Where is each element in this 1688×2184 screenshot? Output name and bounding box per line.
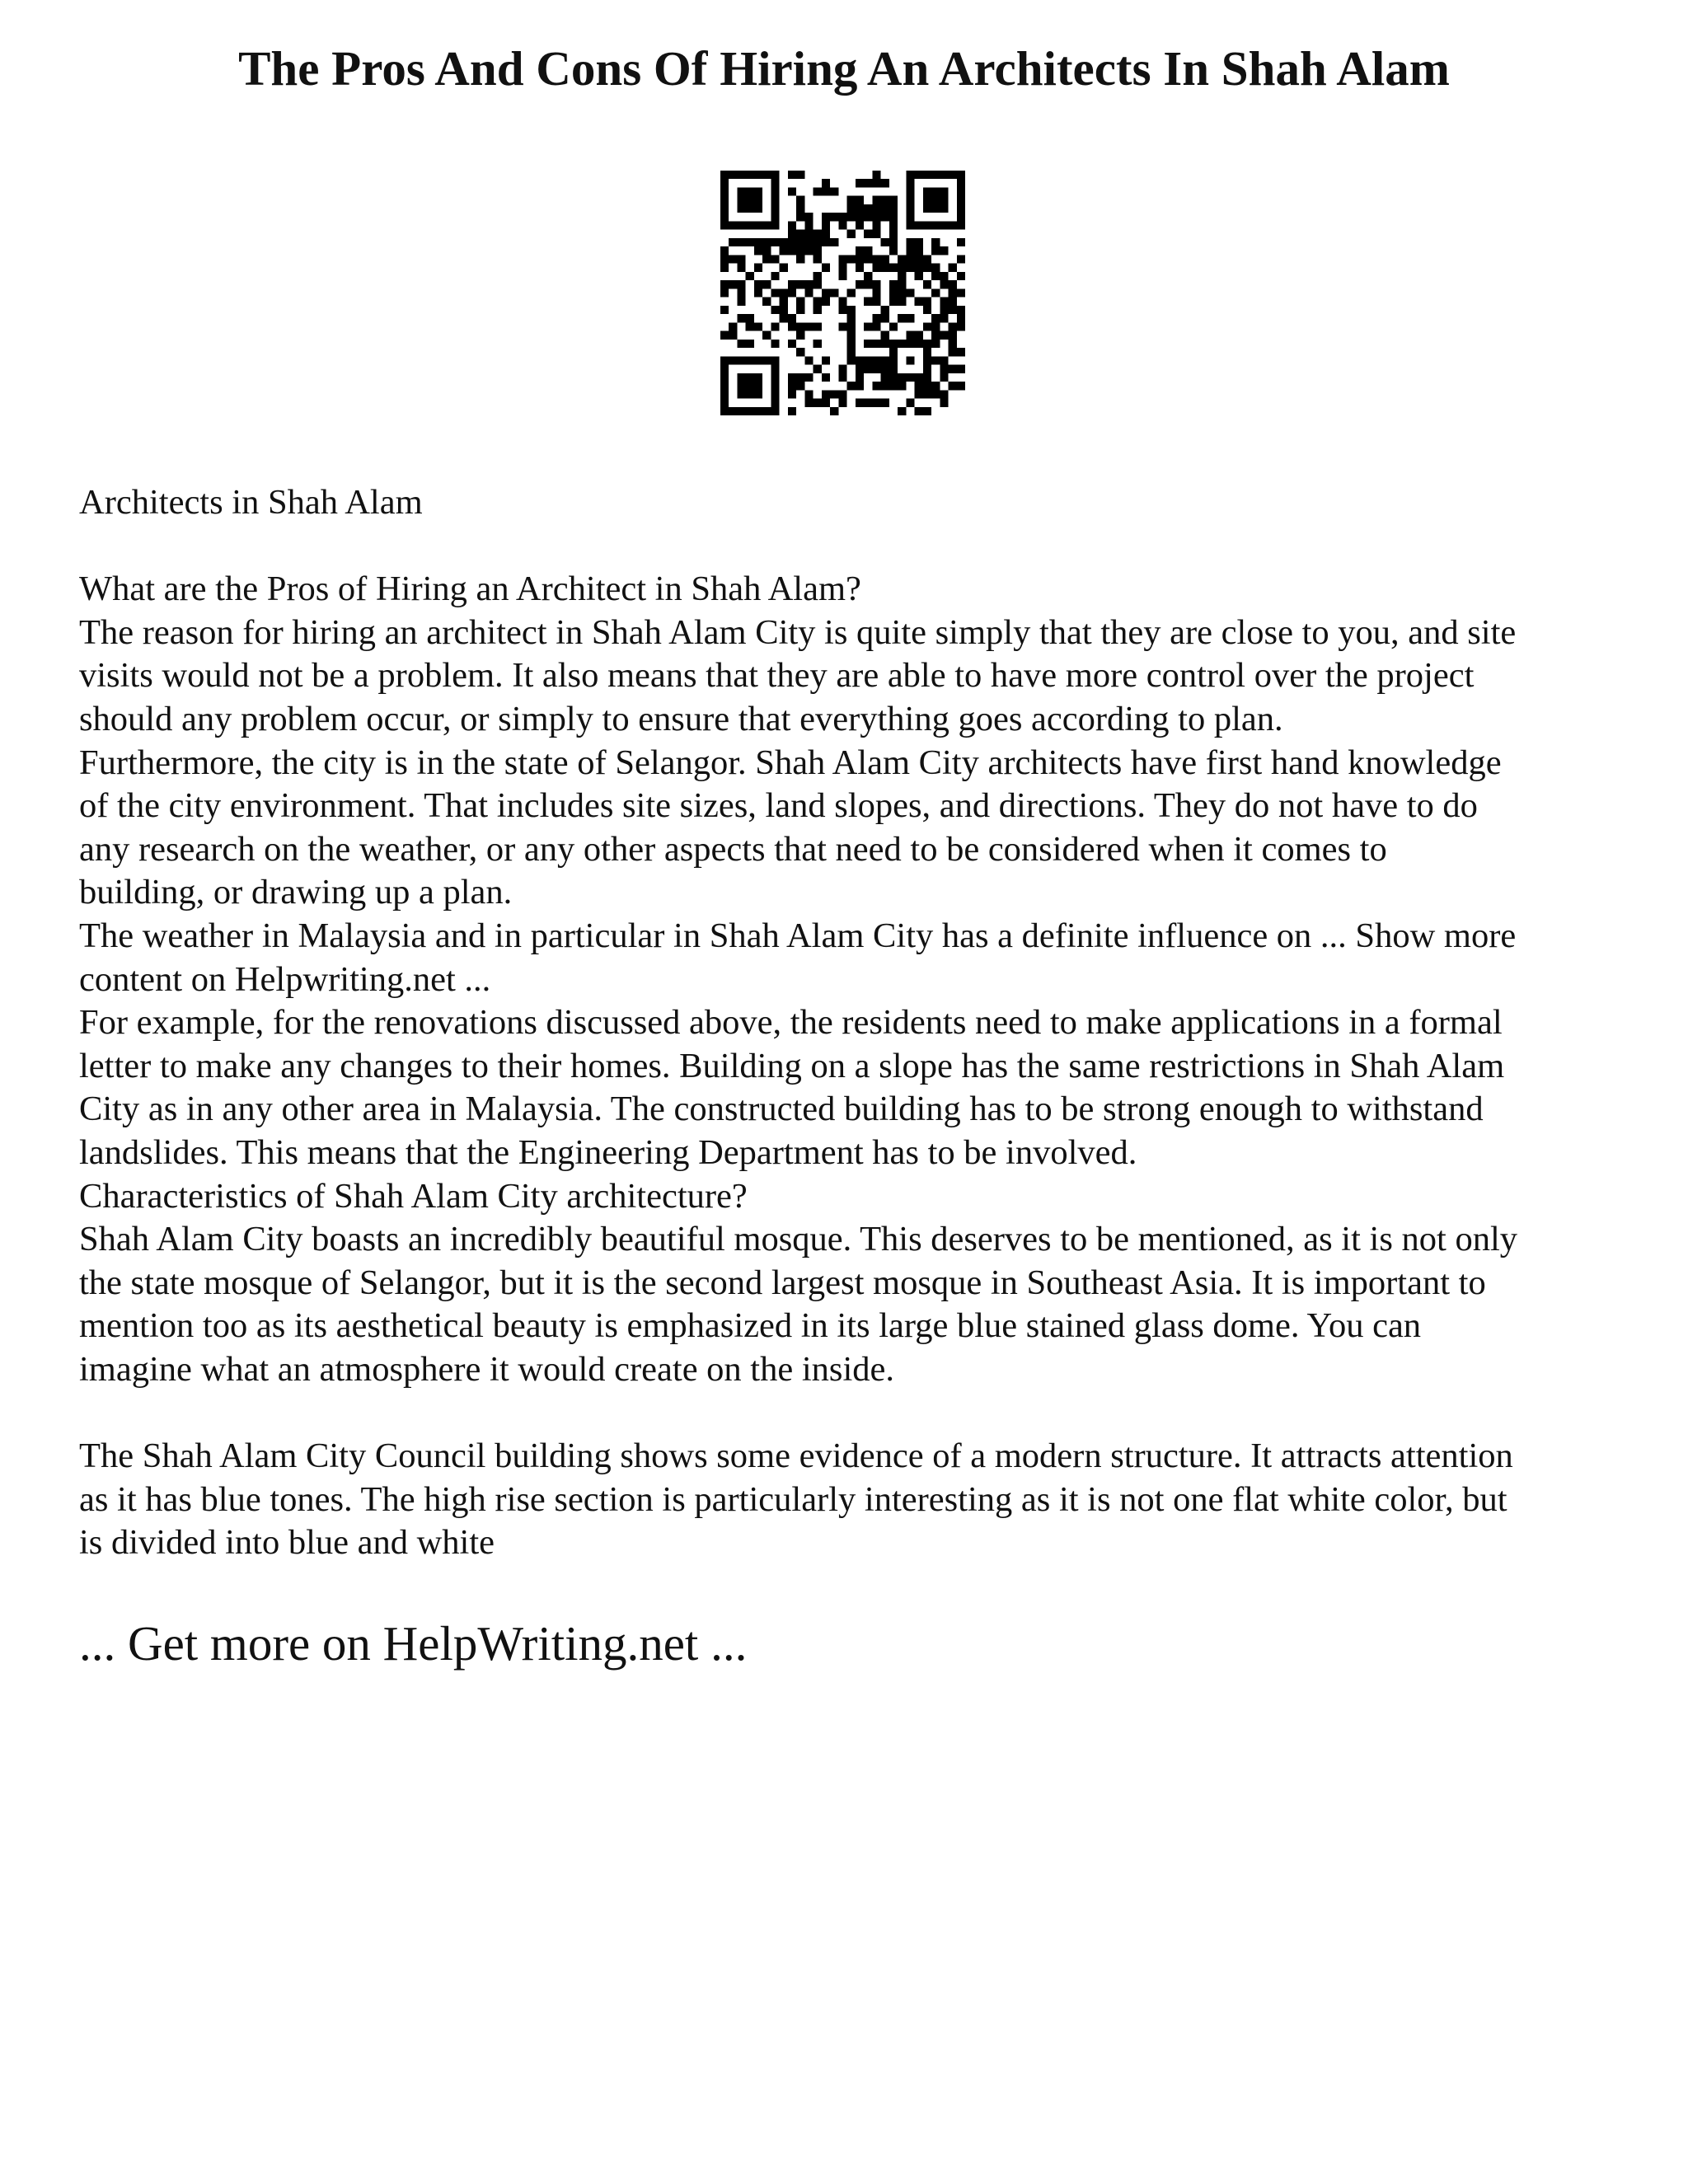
body-line: landslides. This means that the Engineering Department has to be involved.: [79, 1132, 1137, 1172]
intro-line: Architects in Shah Alam: [79, 483, 423, 522]
body-line: The weather in Malaysia and in particular in Shah Alam City has a definite influence on ... Show more: [79, 916, 1517, 955]
body-line: Characteristics of Shah Alam City architecture?: [79, 1176, 748, 1216]
body-line: letter to make any changes to their homes. Building on a slope has the same restrictions in Shah Alam: [79, 1046, 1505, 1085]
body-line: What are the Pros of Hiring an Architect in Shah Alam?: [79, 569, 861, 609]
closing-line: is divided into blue and white: [79, 1523, 495, 1563]
paragraph-gap: [79, 525, 1629, 569]
body-line: Furthermore, the city is in the state of Selangor. Shah Alam City architects have first hand knowledge: [79, 743, 1502, 782]
body-line: of the city environment. That includes site sizes, land slopes, and directions. They do not have to do: [79, 786, 1478, 826]
get-more-link[interactable]: ... Get more on HelpWriting.net ...: [79, 1616, 748, 1671]
body-line: any research on the weather, or any other aspects that need to be considered when it comes to: [79, 829, 1387, 869]
body-line: building, or drawing up a plan.: [79, 873, 513, 912]
body-line: should any problem occur, or simply to ensure that everything goes according to plan.: [79, 699, 1283, 738]
paragraph-gap: [79, 1391, 1629, 1435]
page-title: The Pros And Cons Of Hiring An Architects In Shah Alam: [238, 41, 1450, 96]
body-line: City as in any other area in Malaysia. The constructed building has to be strong enough to withstand: [79, 1090, 1484, 1129]
body-line: Shah Alam City boasts an incredibly beautiful mosque. This deserves to be mentioned, as it is not only: [79, 1220, 1518, 1259]
body-line: For example, for the renovations discussed above, the residents need to make applications in a formal: [79, 1003, 1503, 1043]
body-line: content on Helpwriting.net ...: [79, 959, 491, 999]
qr-code-icon[interactable]: [720, 171, 965, 415]
closing-line: as it has blue tones. The high rise section is particularly interesting as it is not one flat white color, but: [79, 1479, 1507, 1519]
body-line: The reason for hiring an architect in Shah Alam City is quite simply that they are close to you, and site: [79, 612, 1517, 652]
article-body: [79, 481, 1629, 1565]
body-line: mention too as its aesthetical beauty is emphasized in its large blue stained glass dome. You can: [79, 1306, 1422, 1346]
body-line: the state mosque of Selangor, but it is the second largest mosque in Southeast Asia. It is important to: [79, 1263, 1486, 1302]
body-line: imagine what an atmosphere it would create on the inside.: [79, 1349, 894, 1389]
closing-line: The Shah Alam City Council building shows some evidence of a modern structure. It attracts attention: [79, 1436, 1513, 1476]
body-line: visits would not be a problem. It also means that they are able to have more control over the project: [79, 656, 1475, 696]
